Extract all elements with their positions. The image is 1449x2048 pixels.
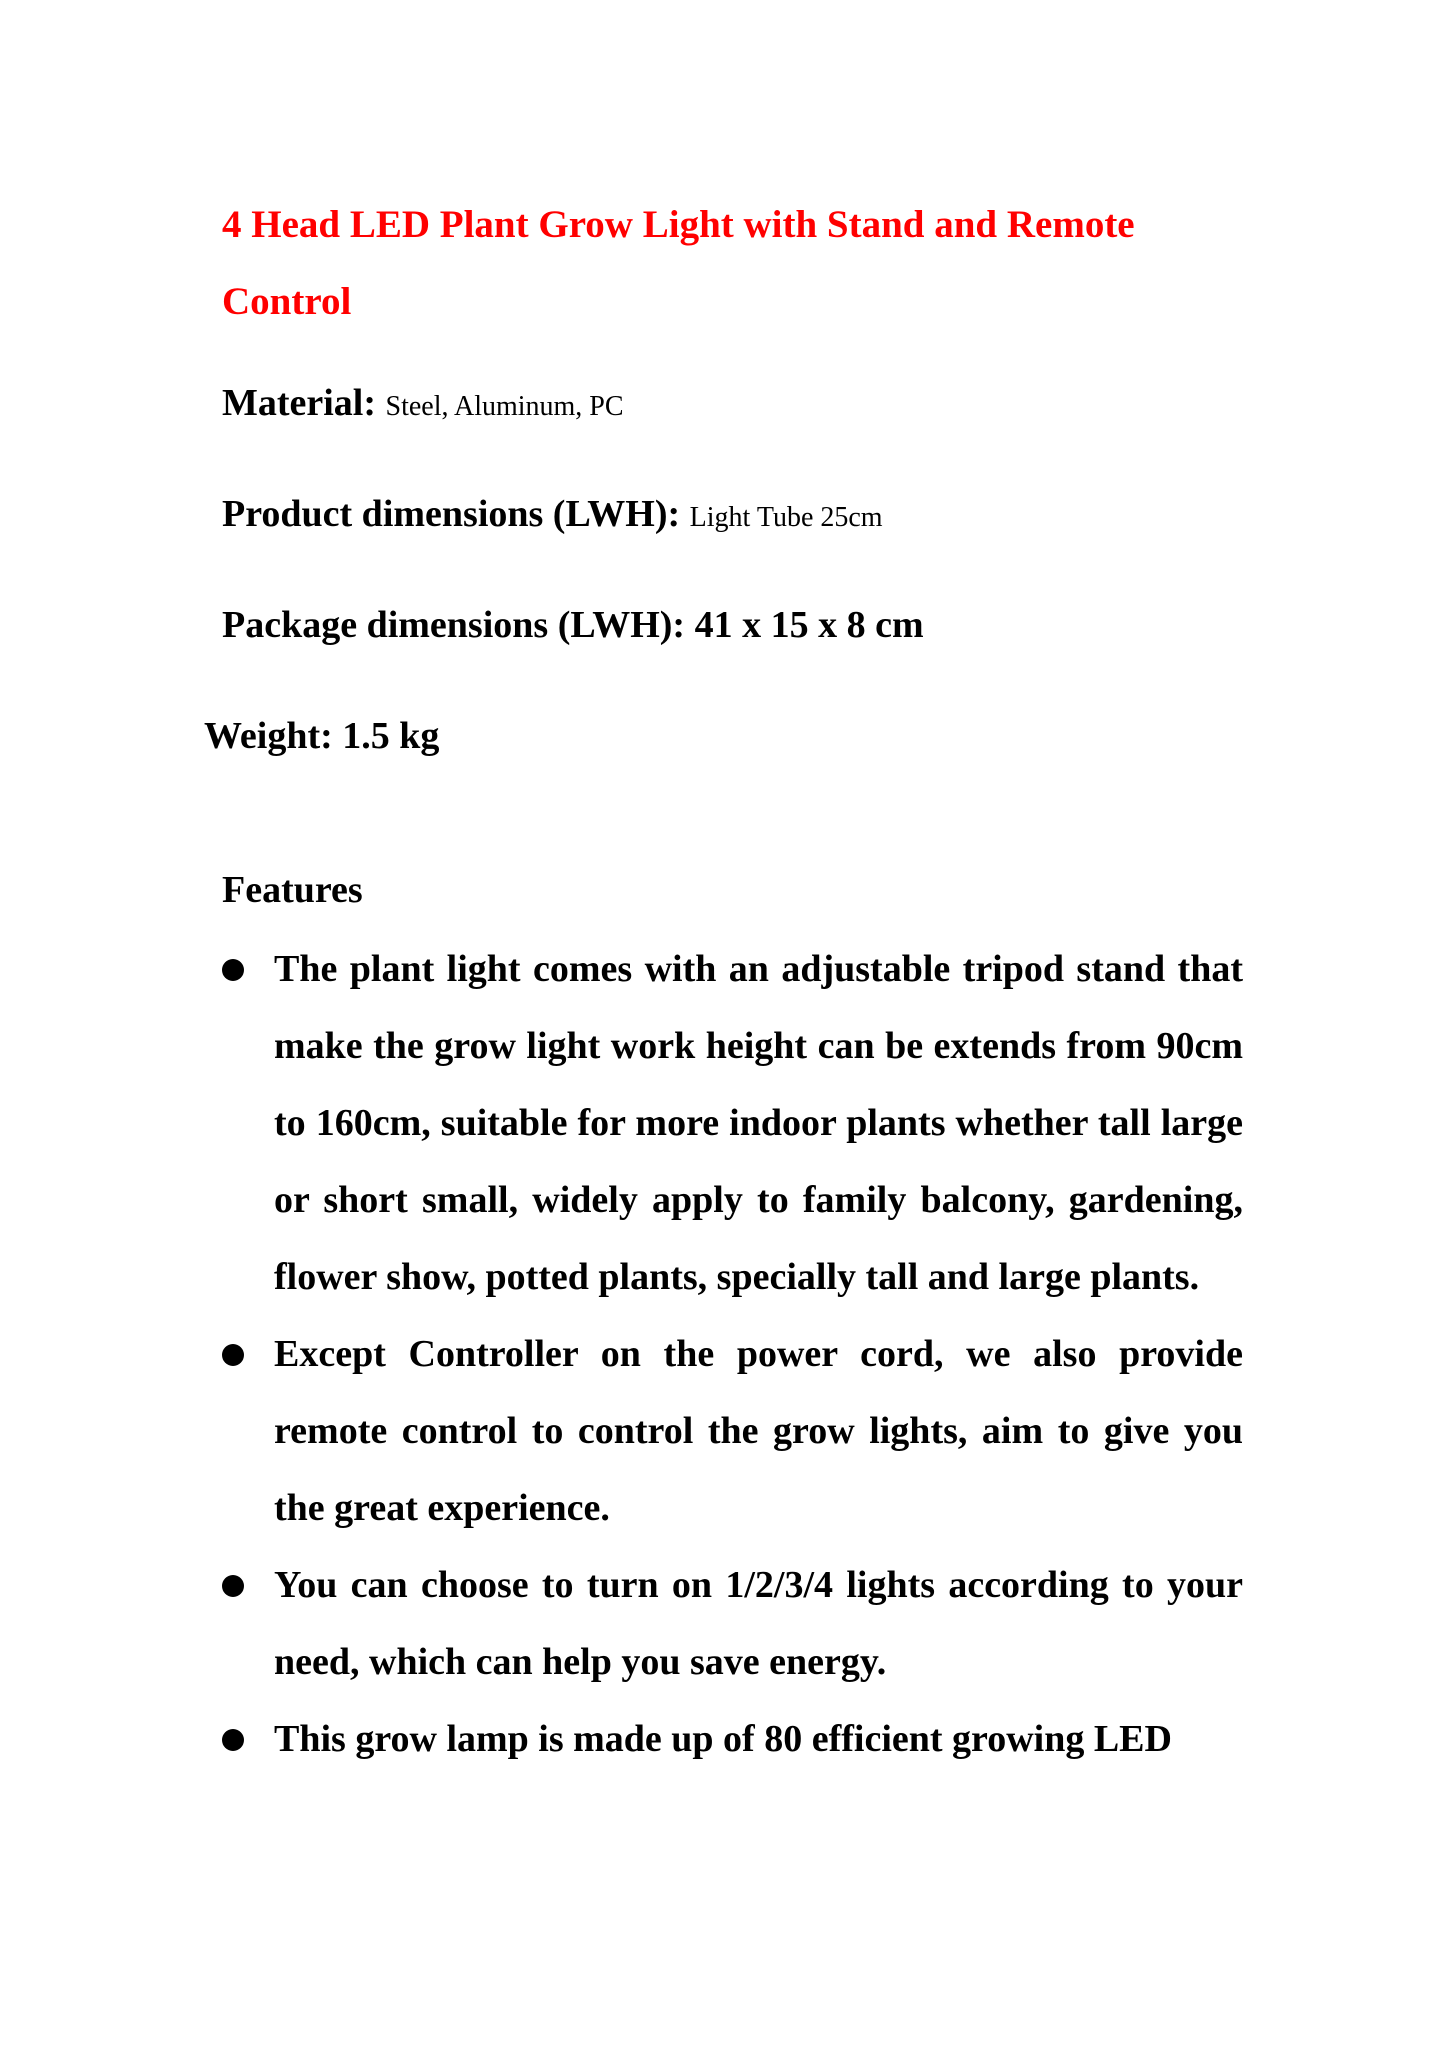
package-dimensions-value: 41 x 15 x 8 cm <box>694 604 924 646</box>
product-dimensions-label: Product dimensions (LWH): <box>222 493 681 535</box>
bullet-icon <box>222 1344 244 1366</box>
bullet-icon <box>222 959 244 981</box>
feature-item <box>222 1547 1243 1701</box>
features-list <box>222 931 1243 1778</box>
feature-text: This grow lamp is made up of 80 efficient growing LED <box>274 1718 1172 1760</box>
product-title: 4 Head LED Plant Grow Light with Stand and Remote Control <box>222 203 1135 323</box>
feature-item <box>222 1701 1243 1778</box>
feature-text: You can choose to turn on 1/2/3/4 lights according to your need, which can help you save energy. <box>274 1564 1243 1683</box>
material-label: Material: <box>222 382 377 424</box>
product-dimensions-value: Light Tube 25cm <box>689 502 883 533</box>
feature-item <box>222 1316 1243 1547</box>
package-dimensions-field <box>222 600 924 650</box>
material-field <box>222 378 624 432</box>
feature-item <box>222 931 1243 1316</box>
weight-field <box>204 711 439 761</box>
features-heading: Features <box>222 869 363 911</box>
bullet-icon <box>222 1575 244 1597</box>
product-dimensions-field <box>222 489 883 543</box>
weight-value: 1.5 kg <box>342 715 440 757</box>
material-value: Steel, Aluminum, PC <box>385 391 624 422</box>
bullet-icon <box>222 1729 244 1751</box>
feature-text: Except Controller on the power cord, we also provide remote control to control the grow lights, aim to give you the great experience. <box>274 1333 1243 1529</box>
feature-text: The plant light comes with an adjustable tripod stand that make the grow light work height can be extends from 90cm to 160cm, suitable for more indoor plants whether tall large or short small, widely apply to family balcony, gardening, flower show, potted plants, specially tall and large plants. <box>274 948 1243 1298</box>
package-dimensions-label: Package dimensions (LWH): <box>222 604 686 646</box>
weight-label: Weight: <box>204 715 333 757</box>
